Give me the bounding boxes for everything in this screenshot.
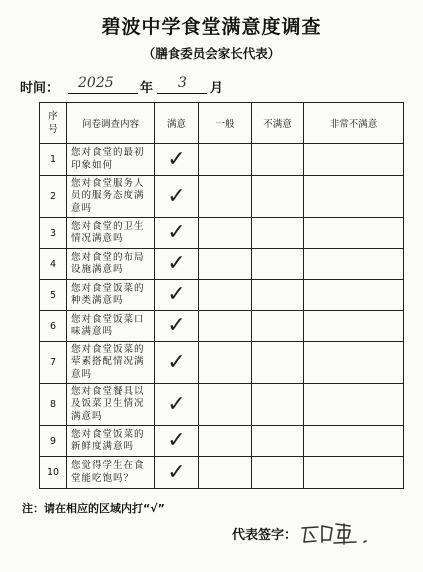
rating-cell-very-unsatisfied[interactable] bbox=[304, 176, 404, 218]
row-number: 9 bbox=[40, 426, 67, 457]
check-mark-icon: ✓ bbox=[167, 146, 186, 172]
rating-cell-unsatisfied[interactable] bbox=[252, 426, 304, 457]
header-satisfied: 满意 bbox=[155, 103, 199, 144]
rating-cell-satisfied[interactable] bbox=[155, 218, 199, 249]
rating-cell-unsatisfied[interactable] bbox=[252, 457, 304, 489]
row-question: 您对食堂服务人员的服务态度满意吗 bbox=[67, 176, 155, 218]
check-mark-icon: ✓ bbox=[167, 251, 186, 276]
footer-note: 注：请在相应的区域内打“√” bbox=[22, 502, 165, 515]
check-mark-icon: ✓ bbox=[167, 183, 186, 209]
row-question: 您对食堂的布局设施满意吗 bbox=[67, 249, 155, 280]
row-question: 您对食堂饭菜的新鲜度满意吗 bbox=[67, 426, 155, 457]
rating-cell-satisfied[interactable] bbox=[155, 280, 199, 311]
signature-scribble bbox=[298, 518, 378, 548]
rating-cell-unsatisfied[interactable] bbox=[252, 342, 304, 384]
month-underline bbox=[157, 93, 207, 94]
rating-cell-satisfied[interactable] bbox=[155, 342, 199, 384]
row-question: 您对食堂的卫生情况满意吗 bbox=[67, 218, 155, 249]
table-header-row bbox=[40, 103, 404, 144]
rating-cell-average[interactable] bbox=[199, 249, 252, 280]
rating-cell-satisfied[interactable] bbox=[155, 311, 199, 342]
check-mark-icon: ✓ bbox=[167, 428, 186, 453]
table-row bbox=[40, 384, 404, 426]
header-unsatisfied: 不满意 bbox=[252, 103, 304, 144]
rating-cell-unsatisfied[interactable] bbox=[252, 280, 304, 311]
row-number: 8 bbox=[40, 384, 67, 426]
rating-cell-unsatisfied[interactable] bbox=[252, 218, 304, 249]
row-number: 7 bbox=[40, 342, 67, 384]
check-mark-icon: ✓ bbox=[167, 391, 186, 417]
rating-cell-unsatisfied[interactable] bbox=[252, 384, 304, 426]
rating-cell-average[interactable] bbox=[199, 280, 252, 311]
header-no: 序号 bbox=[40, 103, 67, 144]
rating-cell-average[interactable] bbox=[199, 311, 252, 342]
table-row bbox=[40, 426, 404, 457]
rating-cell-average[interactable] bbox=[199, 144, 252, 176]
table-row bbox=[40, 249, 404, 280]
rating-cell-satisfied[interactable] bbox=[155, 426, 199, 457]
rating-cell-average[interactable] bbox=[199, 218, 252, 249]
row-number: 4 bbox=[40, 249, 67, 280]
year-unit: 年 bbox=[140, 81, 154, 96]
table-row bbox=[40, 176, 404, 218]
rating-cell-average[interactable] bbox=[199, 384, 252, 426]
table-row bbox=[40, 342, 404, 384]
rating-cell-unsatisfied[interactable] bbox=[252, 176, 304, 218]
row-number: 10 bbox=[40, 457, 67, 489]
row-question: 您对食堂餐具以及饭菜卫生情况满意吗 bbox=[67, 384, 155, 426]
signature-label: 代表签字： bbox=[232, 528, 298, 543]
survey-subtitle: （膳食委员会家长代表） bbox=[142, 46, 281, 61]
rating-cell-unsatisfied[interactable] bbox=[252, 311, 304, 342]
header-very-unsatisfied: 非常不满意 bbox=[304, 103, 404, 144]
table-row bbox=[40, 280, 404, 311]
month-unit: 月 bbox=[210, 81, 224, 96]
table-row bbox=[40, 311, 404, 342]
year-value[interactable]: 2025 bbox=[78, 75, 114, 91]
rating-cell-very-unsatisfied[interactable] bbox=[304, 342, 404, 384]
rating-cell-unsatisfied[interactable] bbox=[252, 144, 304, 176]
check-mark-icon: ✓ bbox=[167, 220, 186, 245]
rating-cell-very-unsatisfied[interactable] bbox=[304, 249, 404, 280]
rating-cell-satisfied[interactable] bbox=[155, 249, 199, 280]
row-question: 您对食堂饭菜的荤素搭配情况满意吗 bbox=[67, 342, 155, 384]
rating-cell-satisfied[interactable] bbox=[155, 144, 199, 176]
row-number: 1 bbox=[40, 144, 67, 176]
row-number: 5 bbox=[40, 280, 67, 311]
rating-cell-satisfied[interactable] bbox=[155, 176, 199, 218]
check-mark-icon: ✓ bbox=[167, 349, 186, 375]
rating-cell-very-unsatisfied[interactable] bbox=[304, 384, 404, 426]
table-row bbox=[40, 144, 404, 176]
row-question: 您对食堂的最初印象如何 bbox=[67, 144, 155, 176]
rating-cell-very-unsatisfied[interactable] bbox=[304, 218, 404, 249]
year-underline bbox=[68, 93, 138, 94]
table-row bbox=[40, 218, 404, 249]
row-question: 您对食堂饭菜的种类满意吗 bbox=[67, 280, 155, 311]
rating-cell-average[interactable] bbox=[199, 457, 252, 489]
check-mark-icon: ✓ bbox=[167, 459, 186, 485]
check-mark-icon: ✓ bbox=[167, 313, 186, 338]
rating-cell-very-unsatisfied[interactable] bbox=[304, 426, 404, 457]
rating-cell-very-unsatisfied[interactable] bbox=[304, 144, 404, 176]
row-number: 6 bbox=[40, 311, 67, 342]
check-mark-icon: ✓ bbox=[167, 282, 186, 307]
header-question: 问卷调查内容 bbox=[67, 103, 155, 144]
rating-cell-very-unsatisfied[interactable] bbox=[304, 280, 404, 311]
row-number: 2 bbox=[40, 176, 67, 218]
survey-table bbox=[39, 102, 404, 489]
row-question: 您对食堂饭菜口味满意吗 bbox=[67, 311, 155, 342]
rating-cell-average[interactable] bbox=[199, 176, 252, 218]
rating-cell-satisfied[interactable] bbox=[155, 384, 199, 426]
month-value[interactable]: 3 bbox=[178, 75, 187, 91]
rating-cell-very-unsatisfied[interactable] bbox=[304, 457, 404, 489]
row-number: 3 bbox=[40, 218, 67, 249]
date-label: 时间： bbox=[20, 81, 60, 96]
rating-cell-average[interactable] bbox=[199, 426, 252, 457]
rating-cell-unsatisfied[interactable] bbox=[252, 249, 304, 280]
table-row bbox=[40, 457, 404, 489]
header-average: 一般 bbox=[199, 103, 252, 144]
survey-title: 碧波中学食堂满意度调查 bbox=[101, 16, 322, 38]
rating-cell-very-unsatisfied[interactable] bbox=[304, 311, 404, 342]
date-row bbox=[20, 74, 320, 96]
row-question: 您觉得学生在食堂能吃饱吗？ bbox=[67, 457, 155, 489]
rating-cell-average[interactable] bbox=[199, 342, 252, 384]
rating-cell-satisfied[interactable] bbox=[155, 457, 199, 489]
